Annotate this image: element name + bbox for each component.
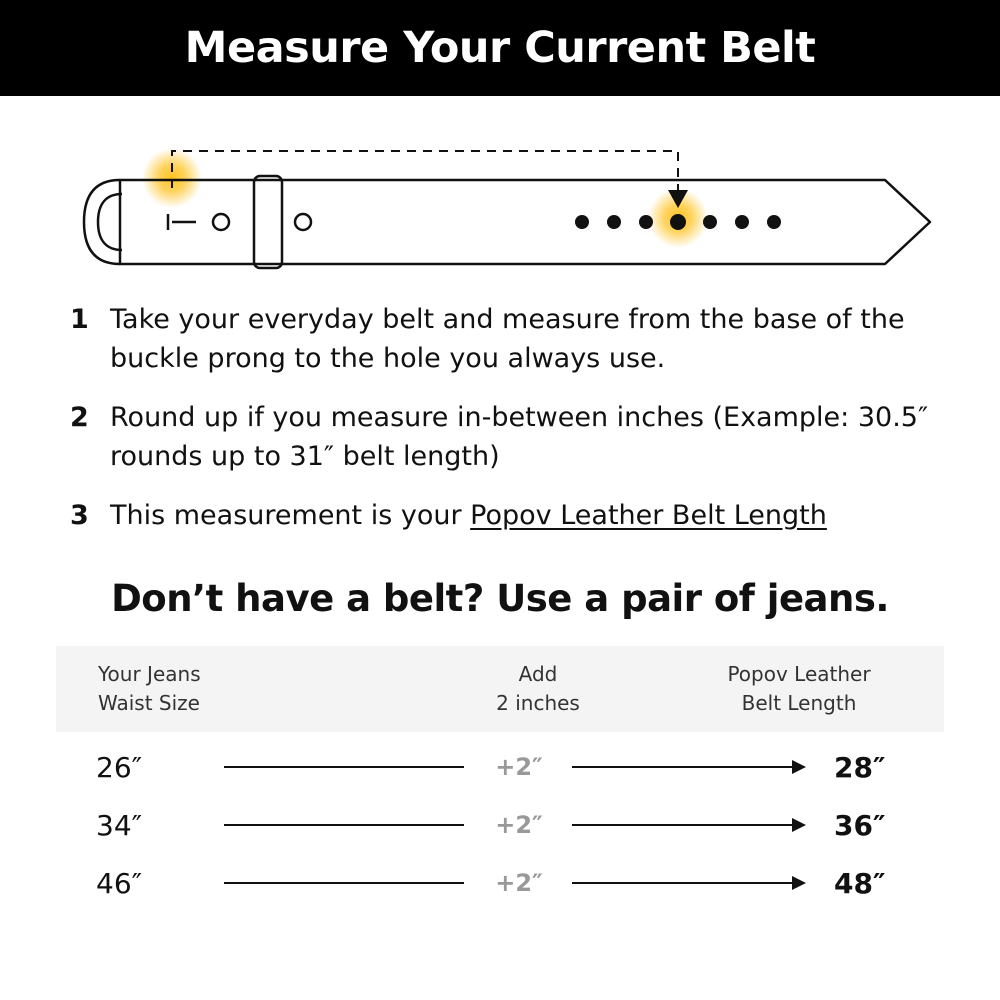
connector-line [224,766,464,768]
connector-line [224,824,464,826]
belt-length-value: 28″ [834,750,886,784]
step-number: 3 [70,500,89,531]
step-number: 1 [70,304,89,335]
belt-length-value: 48″ [834,866,886,900]
step-item [0,496,1000,535]
connector-line [224,882,464,884]
table-header-result: Popov Leather Belt Length [727,662,871,715]
table-row [56,744,944,790]
belt-length-value: 36″ [834,808,886,842]
belt-holes-outline [213,214,311,230]
step-text: Round up if you measure in-between inches (Example: 30.5″ rounds up to 31″ belt length) [110,402,929,472]
waist-size-value: 34″ [96,808,143,842]
measurement-dashed-line [172,151,678,192]
waist-size-value: 46″ [96,866,143,900]
connector-arrow [572,876,806,890]
connector-arrow [572,818,806,832]
instruction-steps [0,288,1000,535]
start-glow [142,148,202,208]
step-text-prefix: This measurement is your [110,500,471,531]
add-value: +2″ [495,753,543,781]
header-bar [0,0,1000,96]
step-text: Take your everyday belt and measure from the base of the buckle prong to the hole you always use. [110,304,905,374]
belt-diagram [0,96,1000,288]
table-row [56,860,944,906]
step-number: 2 [70,402,89,433]
table-row [56,802,944,848]
step-item [0,300,1000,378]
add-value: +2″ [495,811,543,839]
table-header-row [56,646,944,732]
step-item [0,398,1000,476]
step-text [110,496,827,535]
jeans-section-heading: Don’t have a belt? Use a pair of jeans. [111,577,889,620]
add-value: +2″ [495,869,543,897]
table-header-waist: Your Jeans Waist Size [98,662,201,715]
belt-outline [84,176,930,268]
connector-arrow [572,760,806,774]
belt-length-link: Popov Leather Belt Length [470,500,827,531]
page-title: Measure Your Current Belt [184,23,816,73]
belt-holes-filled [575,214,781,230]
jeans-size-table [56,646,944,906]
waist-size-value: 26″ [96,750,143,784]
table-header-add: Add 2 inches [496,662,580,715]
